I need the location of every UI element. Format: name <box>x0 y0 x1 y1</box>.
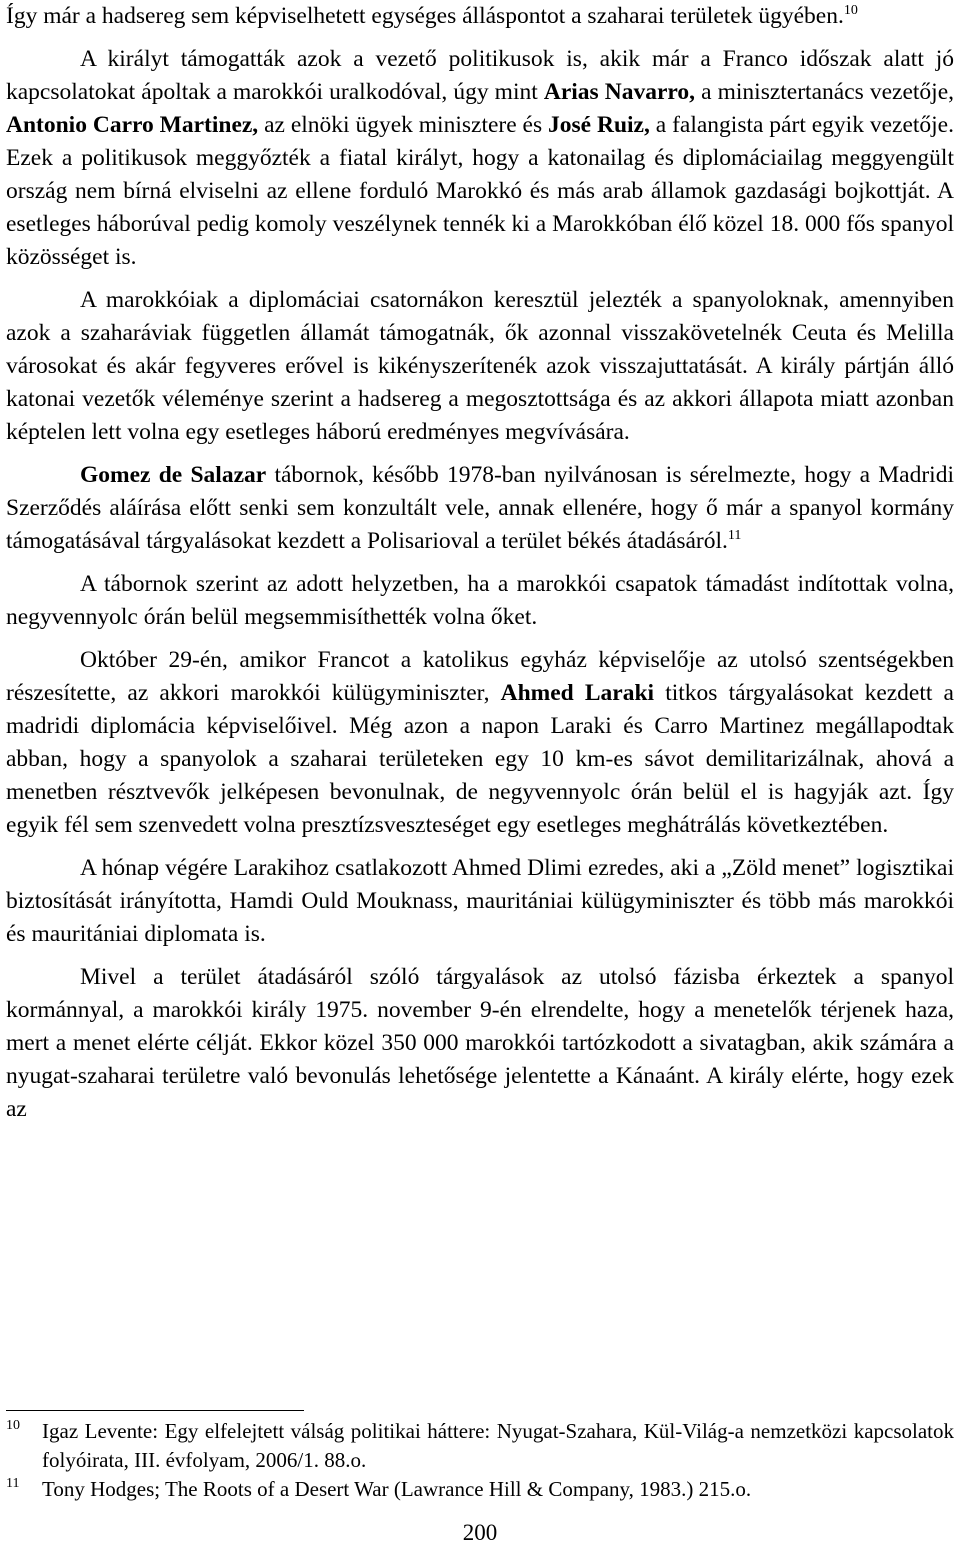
footnote-text: Igaz Levente: Egy elfelejtett válság politikai háttere: Nyugat-Szahara, Kül-Világ-a nemzetközi kapcsolatok folyóirata, III. évfolyam, 2006/1. 88.o. <box>42 1419 954 1472</box>
footnote-10 <box>6 1417 954 1475</box>
page-number: 200 <box>462 1520 498 1545</box>
person-name: Antonio Carro Martinez, <box>6 112 259 138</box>
footnote-11 <box>6 1475 954 1504</box>
paragraph-text: A hónap végére Larakihoz csatlakozott Ahmed Dlimi ezredes, aki a „Zöld menet” logisztikai biztosítását irányította, Hamdi Ould Mouknass, mauritániai külügyminiszter és több más marokkói és mauritániai diplomata is. <box>6 855 954 947</box>
person-name: Ahmed Laraki <box>500 680 655 706</box>
paragraph-text: Így már a hadsereg sem képviselhetett egységes álláspontot a szaharai területek ügyében. <box>6 3 844 29</box>
footnote-separator <box>6 1410 304 1411</box>
paragraph-text: Október 29-én, amikor Francot a katolikus egyház képviselője az utolsó szentségekben részesítette, az akkori marokkói külügyminiszter, <box>6 647 954 706</box>
paragraph-text: az elnöki ügyek minisztere és <box>258 112 549 138</box>
footnote-number: 10 <box>6 1418 20 1433</box>
paragraph-1 <box>6 43 954 274</box>
paragraph-5 <box>6 644 954 842</box>
paragraph-text: A tábornok szerint az adott helyzetben, ha a marokkói csapatok támadást indítottak volna, negyvennyolc órán belül megsemmisíthették volna őket. <box>6 571 954 630</box>
footnote-ref-11[interactable]: 11 <box>727 528 742 543</box>
footnote-ref-10[interactable]: 10 <box>843 3 858 18</box>
footnotes <box>6 1410 954 1504</box>
paragraph-text: titkos tárgyalásokat kezdett a madridi diplomácia képviselőivel. Még azon a napon Laraki és Carro Martinez megállapodtak abban, hogy a spanyolok a szaharai területeken egy 10 km-es sávot demilitarizálnak, ahová a menetben résztvevők jelképesen bevonulnak, de negyvennyolc órán belül el is hagyják azt. Így egyik fél sem szenvedett volna presztízsveszteséget egy esetleges meghátrálás következtében. <box>6 680 954 838</box>
paragraph-text: tábornok, később 1978-ban nyilvánosan is sérelmezte, hogy a Madridi Szerződés aláírása előtt senki sem konzultált vele, annak ellenére, hogy ő már a spanyol kormány támogatásával tárgyalásokat kezdett a Polisarioval a terület békés átadásáról. <box>6 462 954 554</box>
paragraph-7 <box>6 961 954 1126</box>
footnote-text: Tony Hodges; The Roots of a Desert War (Lawrance Hill & Company, 1983.) 215.o. <box>42 1477 752 1501</box>
paragraph-3 <box>6 459 954 558</box>
paragraph-text: A királyt támogatták azok a vezető politikusok is, akik már a Franco időszak alatt jó kapcsolatokat ápoltak a marokkói uralkodóval, úgy mint <box>6 46 954 105</box>
paragraph-text: a minisztertanács vezetője, <box>695 79 955 105</box>
paragraph-text: A marokkóiak a diplomáciai csatornákon keresztül jelezték a spanyoloknak, amennyiben azok a szaharáviak független államát támogatnák, ők azonnal visszakövetelnék Ceuta és Melilla városokat és akár fegyveres erővel is kikényszerítenék azok visszajuttatását. A király pártján álló katonai vezetők véleménye szerint a hadsereg a megosztottsága és az akkori állapota miatt azonban képtelen lett volna egy esetleges háború eredményes megvívására. <box>6 287 954 445</box>
person-name: José Ruiz, <box>548 112 650 138</box>
paragraph-4 <box>6 568 954 634</box>
paragraph-6 <box>6 852 954 951</box>
paragraph-text: Mivel a terület átadásáról szóló tárgyalások az utolsó fázisba érkeztek a spanyol kormánnyal, a marokkói király 1975. november 9-én elrendelte, hogy a menetelők térjenek haza, mert a menet elérte célját. Ekkor közel 350 000 marokkói tartózkodott a sivatagban, akik számára a nyugat-szaharai területre való bevonulás lehetősége jelentette a Kánaánt. A király elérte, hogy ezek az <box>6 964 954 1122</box>
person-name: Gomez de Salazar <box>80 462 267 488</box>
paragraph-2 <box>6 284 954 449</box>
footnote-number: 11 <box>6 1476 20 1491</box>
paragraph-0 <box>6 0 954 33</box>
paragraph-text: a falangista párt egyik vezetője. Ezek a politikusok meggyőzték a fiatal királyt, hogy a katonailag és diplomáciailag meggyengült ország nem bírná elviselni az ellene forduló Marokkó és más arab államok gazdasági bojkottját. A esetleges háborúval pedig komoly veszélynek tennék ki a Marokkóban élő közel 18. 000 fős spanyol közösséget is. <box>6 112 954 270</box>
person-name: Arias Navarro, <box>543 79 696 105</box>
